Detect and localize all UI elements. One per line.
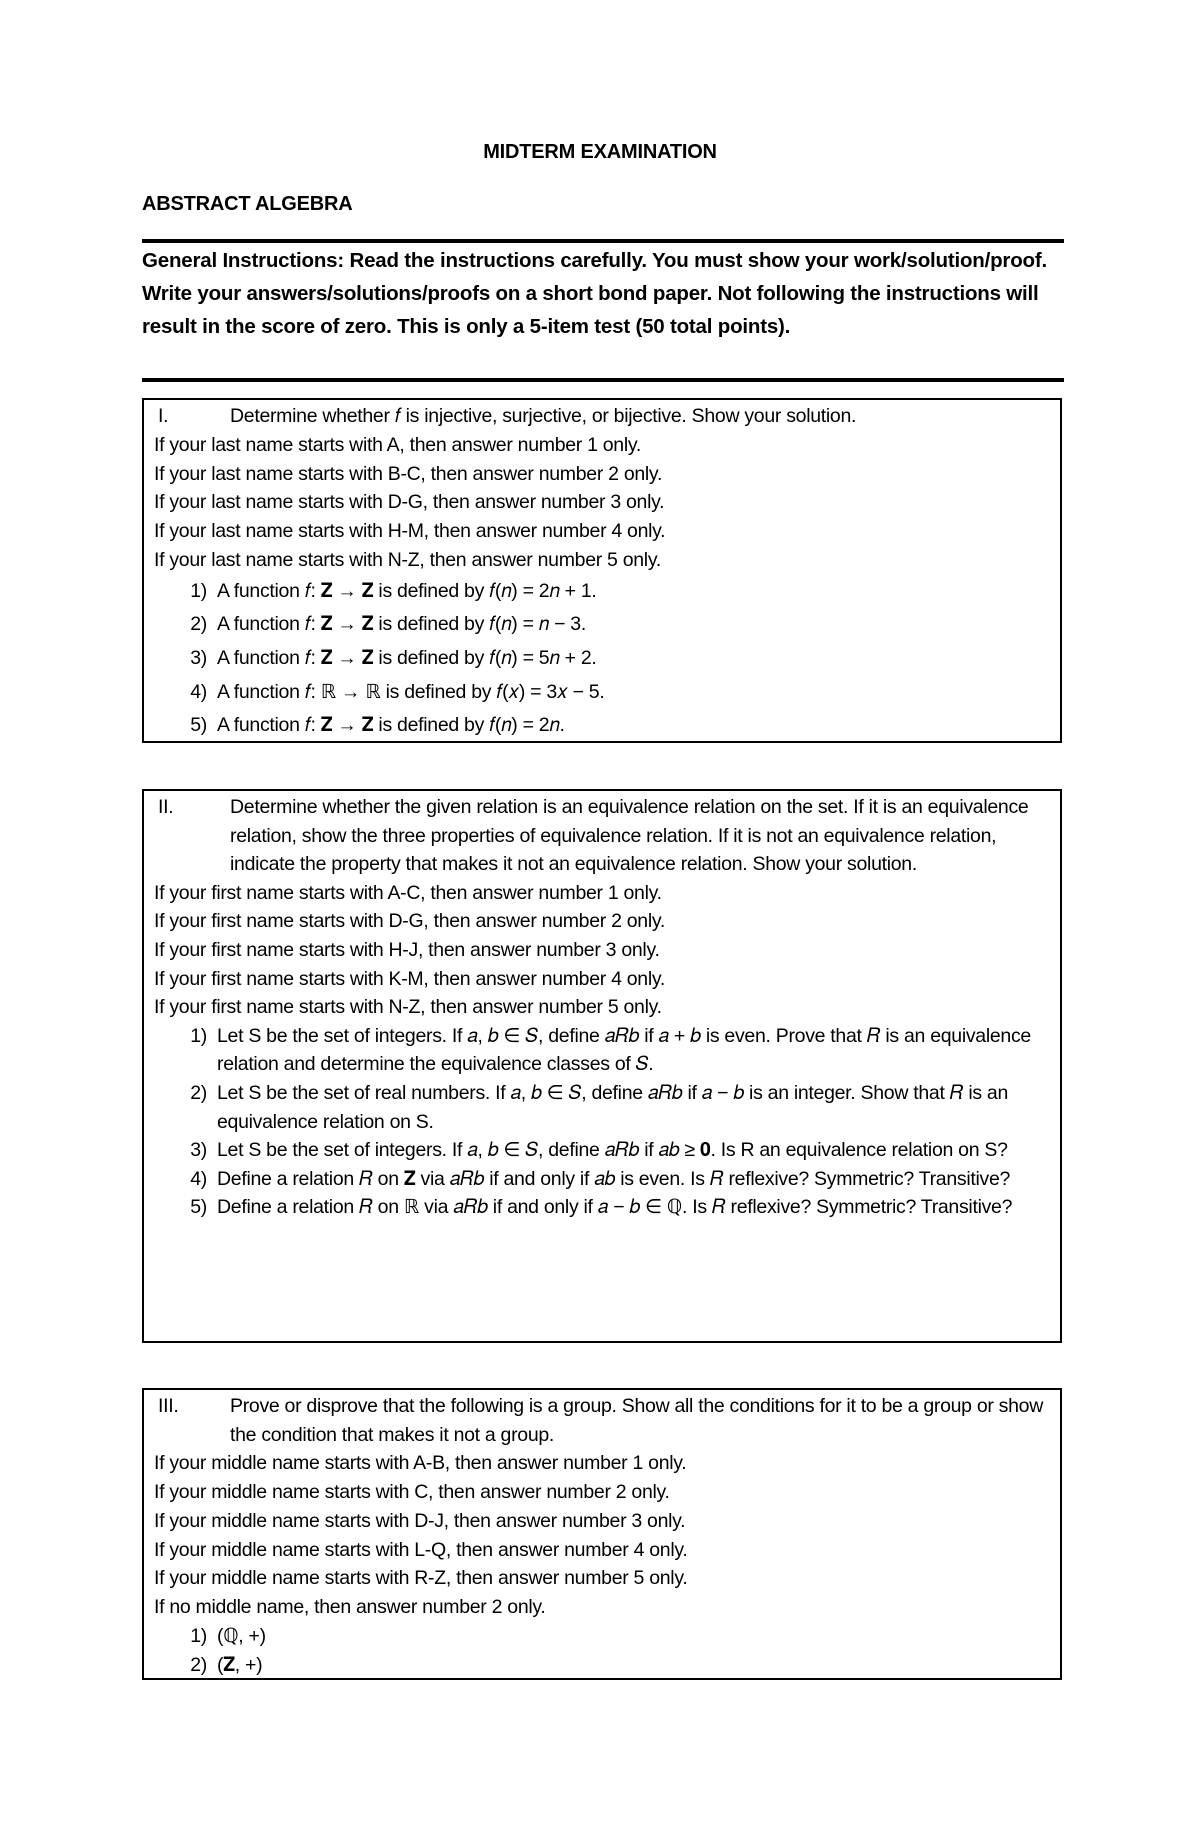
section-2-rule: If your first name starts with H-J, then answer number 3 only.	[154, 938, 660, 961]
general-instructions: General Instructions: Read the instructions carefully. You must show your work/solution/proof. Write your answers/solutions/proofs on a short bond paper. Not following the instructions will result in the score of zero. This is only a 5-item test (50 total points).	[142, 249, 1047, 338]
item-number: 4)	[190, 1167, 207, 1190]
section-3-prompt: Prove or disprove that the following is a group. Show all the conditions for it to be a group or show the condition that makes it not a group.	[230, 1395, 1044, 1446]
item-text: A function 𝑓: 𝐙 → 𝐙 is defined by 𝑓(𝑛) = 5𝑛 + 2.	[217, 646, 597, 669]
item-text: A function 𝑓: ℝ → ℝ is defined by 𝑓(𝑥) = 3𝑥 − 5.	[217, 680, 605, 703]
section-1-item	[154, 676, 1052, 710]
item-number: 5)	[190, 714, 207, 737]
item-number: 1)	[190, 579, 207, 602]
section-3-item	[154, 1651, 1052, 1680]
section-1-rule: If your last name starts with B-C, then answer number 2 only.	[154, 462, 663, 485]
section-2-header	[154, 793, 1052, 879]
item-text: (ℚ, +)	[217, 1624, 266, 1647]
section-2-rule: If your first name starts with D-G, then answer number 2 only.	[154, 910, 665, 933]
section-3-rule: If your middle name starts with L-Q, then answer number 4 only.	[154, 1538, 688, 1561]
section-3-rule: If no middle name, then answer number 2 only.	[154, 1595, 546, 1618]
section-2-numeral: II.	[158, 796, 174, 818]
page-title: MIDTERM EXAMINATION	[483, 141, 717, 163]
section-1-rule: If your last name starts with H-M, then answer number 4 only.	[154, 520, 666, 543]
section-3-box	[142, 1388, 1062, 1680]
section-2-item	[154, 1193, 1052, 1222]
section-1-item	[154, 575, 1052, 609]
section-2-rule: If your first name starts with K-M, then answer number 4 only.	[154, 967, 665, 990]
section-2-item	[154, 1165, 1052, 1194]
item-number: 1)	[190, 1624, 207, 1647]
section-1-item	[154, 642, 1052, 676]
item-text: Let S be the set of real numbers. If 𝑎, 𝑏 ∈ 𝑆, define 𝑎𝑅𝑏 if 𝑎 − 𝑏 is an integer. Show that 𝑅 is an equivalence relation on S.	[217, 1081, 1009, 1133]
section-3-rule: If your middle name starts with A-B, then answer number 1 only.	[154, 1452, 687, 1475]
section-2-box	[142, 789, 1062, 1343]
item-text: A function 𝑓: 𝐙 → 𝐙 is defined by 𝑓(𝑛) = 𝑛 − 3.	[217, 613, 586, 636]
section-1-rule: If your last name starts with D-G, then answer number 3 only.	[154, 491, 665, 514]
item-text: A function 𝑓: 𝐙 → 𝐙 is defined by 𝑓(𝑛) = 2𝑛 + 1.	[217, 579, 597, 602]
divider-top	[142, 239, 1064, 243]
item-text: Let S be the set of integers. If 𝑎, 𝑏 ∈ 𝑆, define 𝑎𝑅𝑏 if 𝑎 + 𝑏 is even. Prove that 𝑅 is an equivalence relation and determine the equivalence classes of 𝑆.	[217, 1024, 1031, 1076]
section-3-header	[154, 1392, 1052, 1449]
section-3-numeral: III.	[158, 1395, 179, 1417]
item-text: A function 𝑓: 𝐙 → 𝐙 is defined by 𝑓(𝑛) = 2𝑛.	[217, 714, 565, 737]
section-2-rule: If your first name starts with A-C, then answer number 1 only.	[154, 881, 662, 904]
item-text: (𝐙, +)	[217, 1653, 263, 1676]
section-3-item	[154, 1622, 1052, 1651]
section-1-numeral: I.	[158, 405, 169, 427]
section-1-item	[154, 608, 1052, 642]
item-number: 5)	[190, 1196, 207, 1219]
section-1-prompt: Determine whether 𝑓 is injective, surjective, or bijective. Show your solution.	[230, 405, 857, 427]
section-2-item	[154, 1136, 1052, 1165]
item-number: 4)	[190, 680, 207, 703]
section-1-rule: If your last name starts with N-Z, then answer number 5 only.	[154, 548, 661, 571]
item-text: Let S be the set of integers. If 𝑎, 𝑏 ∈ 𝑆, define 𝑎𝑅𝑏 if 𝑎𝑏 ≥ 𝟎. Is R an equivalence relation on S?	[217, 1139, 1008, 1162]
section-3-rule: If your middle name starts with R-Z, then answer number 5 only.	[154, 1567, 688, 1590]
section-2-item	[154, 1079, 1052, 1136]
item-number: 2)	[190, 1081, 207, 1104]
section-3-rule: If your middle name starts with C, then answer number 2 only.	[154, 1481, 670, 1504]
item-number: 3)	[190, 1139, 207, 1162]
item-text: Define a relation 𝑅 on ℝ via 𝑎𝑅𝑏 if and only if 𝑎 − 𝑏 ∈ ℚ. Is 𝑅 reflexive? Symmetric? Transitive?	[217, 1196, 1013, 1219]
section-2-rule: If your first name starts with N-Z, then answer number 5 only.	[154, 996, 662, 1019]
item-number: 3)	[190, 646, 207, 669]
section-3-rule: If your middle name starts with D-J, then answer number 3 only.	[154, 1509, 686, 1532]
divider-bottom	[142, 378, 1064, 382]
item-number: 2)	[190, 613, 207, 636]
section-1-box	[142, 398, 1062, 743]
item-number: 2)	[190, 1653, 207, 1676]
section-1-item	[154, 709, 1052, 743]
item-text: Define a relation 𝑅 on 𝐙 via 𝑎𝑅𝑏 if and only if 𝑎𝑏 is even. Is 𝑅 reflexive? Symmetric? Transitive?	[217, 1167, 1011, 1190]
section-2-item	[154, 1022, 1052, 1079]
item-number: 1)	[190, 1024, 207, 1047]
subject-heading: ABSTRACT ALGEBRA	[142, 193, 353, 215]
section-1-header	[154, 402, 1052, 431]
section-2-prompt: Determine whether the given relation is an equivalence relation on the set. If it is an equivalence relation, show the three properties of equivalence relation. If it is not an equivalence relation, indicate the property that makes it not an equivalence relation. Show your solution.	[230, 796, 1029, 876]
section-1-rule: If your last name starts with A, then answer number 1 only.	[154, 433, 642, 456]
